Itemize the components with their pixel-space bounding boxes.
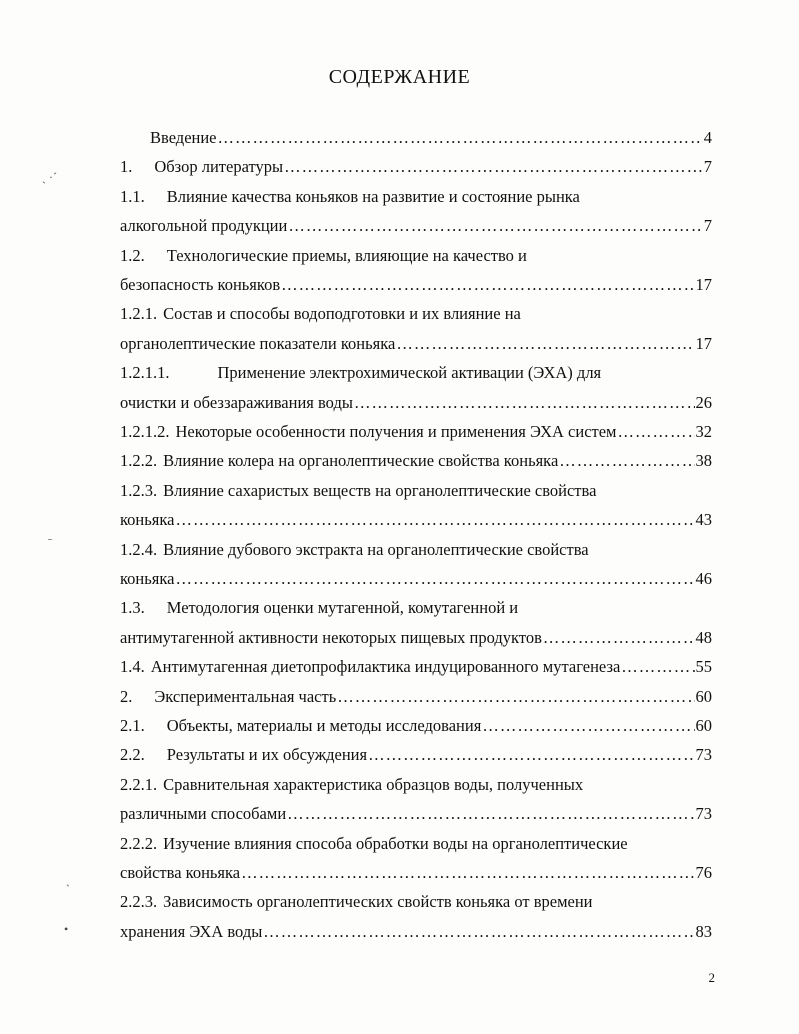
- toc-page-number: 17: [695, 333, 712, 353]
- dot-leader: [175, 565, 694, 593]
- toc-page-number: 76: [695, 863, 712, 882]
- toc-line: [120, 300, 712, 328]
- toc-entry-title: Состав и способы водоподготовки и их влияние на: [163, 304, 521, 324]
- toc-line: [120, 389, 712, 417]
- toc-entry-title: алкогольной продукции: [120, 216, 288, 236]
- toc-entry-title: Экспериментальная часть: [154, 686, 337, 706]
- toc-page-number: 26: [695, 392, 712, 412]
- toc-entry-number: 1.2.1.1.: [120, 363, 170, 383]
- dot-leader: [263, 918, 694, 946]
- toc-entry-text: [120, 363, 601, 382]
- toc-line: [120, 330, 712, 358]
- dot-leader: [354, 389, 695, 417]
- toc-entry-text: [120, 653, 620, 681]
- toc-line: [120, 624, 712, 652]
- toc-line: [120, 565, 712, 593]
- toc-entry-text: [120, 540, 589, 559]
- toc-entry-text: [120, 246, 527, 265]
- dot-leader: [543, 624, 695, 652]
- toc-line: [120, 536, 712, 564]
- dot-leader: [288, 212, 702, 240]
- toc-line: [120, 653, 712, 681]
- toc-entry-title: Зависимость органолептических свойств коньяка от времени: [163, 892, 593, 912]
- toc-entry-number: 1.2.1.: [120, 304, 158, 324]
- toc-entry-text: [120, 598, 518, 617]
- toc-entry-text: [120, 304, 521, 323]
- toc-entry-number: 1.2.2.: [120, 451, 158, 471]
- toc-line: [120, 212, 712, 240]
- toc-line: [120, 712, 712, 740]
- toc-entry-text: [120, 918, 262, 946]
- toc-entry-number: 2.2.2.: [120, 833, 158, 853]
- toc-entry-title: Технологические приемы, влияющие на качество и: [166, 245, 527, 265]
- toc-page-number: 48: [695, 627, 712, 647]
- toc-page-number: 55: [695, 657, 712, 677]
- dot-leader: [368, 741, 694, 769]
- toc-entry-title: Методология оценки мутагенной, комутагенной и: [166, 598, 519, 618]
- toc-entry-title: Изучение влияния способа обработки воды на органолептические: [163, 833, 628, 853]
- toc-title: СОДЕРЖАНИЕ: [328, 66, 471, 88]
- scan-speck: ˉ: [48, 535, 52, 549]
- dot-leader: [241, 859, 694, 887]
- toc-entry-number: 1.2.1.2.: [120, 422, 170, 441]
- dot-leader: [482, 712, 694, 740]
- toc-page-number: 43: [695, 510, 712, 530]
- toc-entry-title: Влияние сахаристых веществ на органолептические свойства: [163, 480, 597, 500]
- toc-line: [120, 447, 712, 475]
- toc-line: [120, 153, 712, 181]
- toc-entry-number: 1.: [120, 157, 133, 177]
- toc-entry-title: свойства коньяка: [120, 863, 241, 882]
- toc-entry-title: антимутагенной активности некоторых пищевых продуктов: [120, 627, 542, 647]
- toc-entry-text: [120, 683, 336, 711]
- dot-leader: [618, 418, 695, 446]
- toc-page-number: 7: [703, 216, 712, 236]
- dot-leader: [284, 153, 703, 181]
- toc-entry-number: 1.2.4.: [120, 539, 158, 559]
- scan-speck: •: [64, 922, 69, 936]
- toc-entry-title: Некоторые особенности получения и применения ЭХА систем: [175, 422, 617, 441]
- toc-line: [120, 506, 712, 534]
- toc-entry-text: [120, 330, 395, 358]
- toc-line: [120, 242, 712, 270]
- toc-entry-title: Обзор литературы: [154, 157, 284, 177]
- toc-entry-text: [120, 212, 287, 240]
- toc-entry-text: [120, 565, 174, 593]
- toc-entry-text: [120, 859, 240, 887]
- scan-speck: ˏ ·ˊ: [42, 170, 57, 184]
- toc-line: [120, 859, 712, 887]
- toc-line: [120, 800, 712, 828]
- toc-entry-text: [120, 834, 628, 853]
- toc-entry-text: [120, 418, 617, 446]
- toc-entry-text: [120, 800, 286, 828]
- toc-entry-number: 1.2.3.: [120, 480, 158, 500]
- scan-speck: ˎ: [66, 873, 70, 887]
- toc-entry-title: Результаты и их обсуждения: [166, 745, 368, 765]
- toc-entry-number: 1.3.: [120, 598, 145, 618]
- toc-entry-title: органолептические показатели коньяка: [120, 333, 396, 353]
- toc-entry-text: [120, 506, 174, 534]
- toc-line: [120, 830, 712, 858]
- toc-page-number: 32: [695, 422, 712, 441]
- toc-line: [120, 183, 712, 211]
- toc-entry-text: [120, 481, 596, 500]
- toc-entry-number: 2.2.1.: [120, 774, 158, 794]
- toc-entry-number: 1.1.: [120, 186, 145, 206]
- toc-page-number: 73: [695, 804, 712, 824]
- toc-entry-text: [120, 892, 593, 911]
- toc-entry-text: [120, 447, 558, 475]
- dot-leader: [218, 124, 703, 152]
- toc-line: [120, 918, 712, 946]
- toc-page-number: 4: [703, 128, 712, 147]
- toc-entry-text: [120, 712, 481, 740]
- toc-entry-title: Применение электрохимической активации (ЭХА) для: [217, 363, 602, 383]
- toc-page-number: 38: [695, 451, 712, 471]
- dot-leader: [287, 800, 694, 828]
- toc-entry-text: [120, 624, 542, 652]
- toc-line: [120, 683, 712, 711]
- dot-leader: [396, 330, 694, 358]
- toc-entry-text: [120, 187, 580, 206]
- toc-entry-title: коньяка: [120, 510, 175, 530]
- toc-entry-title: Объекты, материалы и методы исследования: [166, 716, 482, 735]
- toc-entry-number: 2.2.: [120, 745, 145, 765]
- toc-entry-number: 1.4.: [120, 657, 145, 677]
- toc-entry-text: [120, 741, 367, 769]
- toc-line: [120, 477, 712, 505]
- toc-entry-title: Влияние качества коньяков на развитие и состояние рынка: [166, 186, 580, 206]
- toc-page-number: 83: [695, 921, 712, 941]
- toc-line: [120, 594, 712, 622]
- toc-entry-number: 1.2.: [120, 245, 145, 265]
- toc-entry-text: [120, 271, 280, 299]
- toc-entry-title: безопасность коньяков: [120, 275, 281, 294]
- toc-entry-number: 2.2.3.: [120, 892, 158, 912]
- toc-page-number: 17: [695, 275, 712, 294]
- toc-line: [120, 771, 712, 799]
- toc-line: [120, 418, 712, 446]
- toc-entry-title: Влияние колера на органолептические свойства коньяка: [163, 451, 559, 471]
- toc-entry-title: очистки и обеззараживания воды: [120, 392, 353, 412]
- toc-entry-title: различными способами: [120, 804, 287, 824]
- toc-entry-title: Антимутагенная диетопрофилактика индуцированного мутагенеза: [150, 657, 621, 677]
- toc-entry-title: Влияние дубового экстракта на органолептические свойства: [163, 539, 589, 559]
- toc-entry-text: [150, 124, 217, 152]
- toc-entry-number: 2.1.: [120, 716, 145, 735]
- toc-entry-title: Введение: [150, 128, 217, 147]
- dot-leader: [337, 683, 694, 711]
- page-number: 2: [708, 970, 715, 985]
- toc-page-number: 73: [695, 745, 712, 765]
- dot-leader: [281, 271, 694, 299]
- toc-line: [120, 359, 712, 387]
- toc-entry-number: 2.: [120, 686, 133, 706]
- toc-entry-text: [120, 775, 583, 794]
- toc-entry-title: коньяка: [120, 569, 175, 588]
- toc-line: [120, 741, 712, 769]
- toc-entry-text: [120, 389, 353, 417]
- dot-leader: [559, 447, 694, 475]
- toc-line: [120, 888, 712, 916]
- toc-page-number: 60: [695, 686, 712, 706]
- toc-page-number: 46: [695, 569, 712, 588]
- toc-line: [120, 271, 712, 299]
- toc-line: [150, 124, 712, 152]
- toc-entry-text: [120, 153, 283, 181]
- toc-page-number: 7: [703, 157, 712, 177]
- dot-leader: [621, 653, 694, 681]
- dot-leader: [175, 506, 694, 534]
- toc-entry-title: хранения ЭХА воды: [120, 921, 263, 941]
- toc-entry-title: Сравнительная характеристика образцов воды, полученных: [163, 774, 584, 794]
- toc-page-number: 60: [695, 716, 712, 735]
